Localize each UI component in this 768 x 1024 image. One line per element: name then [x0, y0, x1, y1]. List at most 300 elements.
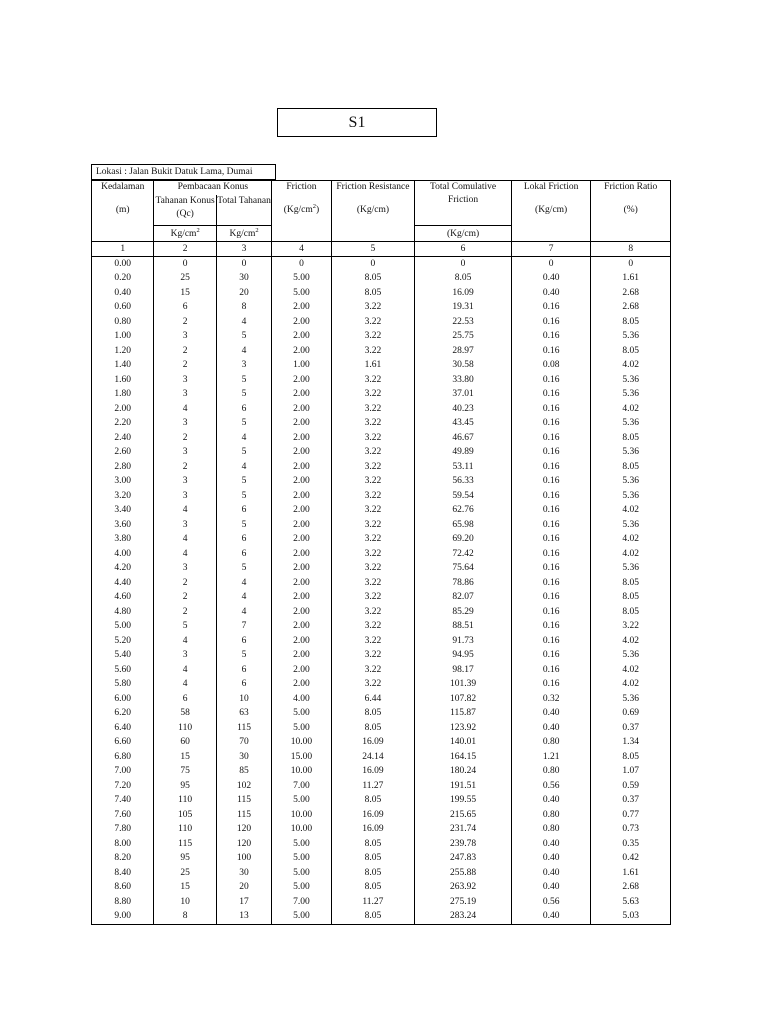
header-kg-cm2-total [216, 226, 271, 242]
table-cell: 3 [154, 417, 216, 432]
table-cell: 8.05 [331, 286, 415, 301]
table-cell: 3 [154, 446, 216, 461]
table-cell: 16.09 [415, 286, 512, 301]
table-cell: 7.00 [272, 895, 331, 910]
table-cell: 1.34 [591, 736, 671, 751]
table-cell: 0.16 [511, 649, 591, 664]
table-cell: 8.05 [331, 852, 415, 867]
table-cell: 5 [216, 489, 271, 504]
header-total-cumulative-text: Total Comulative Friction [429, 182, 497, 205]
table-cell: 0.16 [511, 330, 591, 345]
table-row [92, 257, 671, 272]
table-cell: 8.05 [331, 721, 415, 736]
table-cell: 1.61 [591, 866, 671, 881]
table-cell: 3.22 [331, 678, 415, 693]
table-cell: 3.22 [331, 562, 415, 577]
table-cell: 60 [154, 736, 216, 751]
table-cell: 4.02 [591, 504, 671, 519]
table-cell: 2 [154, 344, 216, 359]
table-row [92, 460, 671, 475]
table-cell: 94.95 [415, 649, 512, 664]
table-cell: 15.00 [272, 750, 331, 765]
table-cell: 6 [216, 634, 271, 649]
table-cell: 5.40 [92, 649, 154, 664]
column-number: 8 [591, 242, 671, 257]
header-blank-7 [591, 226, 671, 242]
table-cell: 2.00 [272, 330, 331, 345]
table-cell: 0.80 [511, 823, 591, 838]
table-cell: 110 [154, 794, 216, 809]
table-cell: 10 [154, 895, 216, 910]
table-cell: 3 [154, 475, 216, 490]
table-cell: 8.05 [331, 910, 415, 925]
table-cell: 0 [331, 257, 415, 272]
table-cell: 8.05 [331, 272, 415, 287]
table-cell: 5.36 [591, 475, 671, 490]
header-friction: Friction [272, 181, 331, 196]
table-cell: 2.60 [92, 446, 154, 461]
table-cell: 53.11 [415, 460, 512, 475]
column-number: 7 [511, 242, 591, 257]
table-cell: 58 [154, 707, 216, 722]
table-cell: 2 [154, 591, 216, 606]
table-cell: 7.80 [92, 823, 154, 838]
table-cell: 3.22 [331, 591, 415, 606]
table-cell: 6 [216, 402, 271, 417]
table-cell: 15 [154, 286, 216, 301]
table-cell: 4.60 [92, 591, 154, 606]
header-blank-0 [92, 226, 154, 242]
table-cell: 2.00 [272, 417, 331, 432]
table-cell: 4 [216, 344, 271, 359]
table-cell: 3.22 [331, 475, 415, 490]
table-cell: 5 [216, 518, 271, 533]
table-cell: 2.00 [272, 649, 331, 664]
table-cell: 0.16 [511, 591, 591, 606]
table-cell: 8.05 [591, 591, 671, 606]
table-cell: 0.37 [591, 794, 671, 809]
table-row [92, 663, 671, 678]
table-cell: 102 [216, 779, 271, 794]
table-cell: 0.16 [511, 634, 591, 649]
table-cell: 0.16 [511, 373, 591, 388]
table-cell: 82.07 [415, 591, 512, 606]
table-cell: 8.05 [331, 794, 415, 809]
table-cell: 1.21 [511, 750, 591, 765]
table-cell: 2.00 [272, 315, 331, 330]
column-number: 5 [331, 242, 415, 257]
table-cell: 2.00 [272, 591, 331, 606]
table-row [92, 373, 671, 388]
table-cell: 6.60 [92, 736, 154, 751]
table-cell: 0 [216, 257, 271, 272]
table-cell: 78.86 [415, 576, 512, 591]
table-cell: 40.23 [415, 402, 512, 417]
table-cell: 30 [216, 750, 271, 765]
table-cell: 4 [216, 576, 271, 591]
table-cell: 0.16 [511, 678, 591, 693]
table-cell: 5.00 [272, 272, 331, 287]
table-cell: 3.22 [331, 576, 415, 591]
table-cell: 2.00 [272, 518, 331, 533]
column-number: 6 [415, 242, 512, 257]
table-cell: 5.36 [591, 562, 671, 577]
table-cell: 1.80 [92, 388, 154, 403]
table-row [92, 605, 671, 620]
table-cell: 6 [216, 533, 271, 548]
table-cell: 0.40 [511, 286, 591, 301]
table-row [92, 765, 671, 780]
table-cell: 16.09 [331, 765, 415, 780]
table-cell: 239.78 [415, 837, 512, 852]
table-cell: 0.16 [511, 315, 591, 330]
table-cell: 6 [216, 678, 271, 693]
table-cell: 6.20 [92, 707, 154, 722]
table-cell: 0.16 [511, 402, 591, 417]
table-cell: 5.00 [272, 707, 331, 722]
table-cell: 3.22 [331, 417, 415, 432]
table-cell: 5.00 [272, 852, 331, 867]
table-cell: 0.80 [511, 736, 591, 751]
table-row [92, 852, 671, 867]
table-cell: 85 [216, 765, 271, 780]
table-cell: 2.00 [272, 431, 331, 446]
table-cell: 8.20 [92, 852, 154, 867]
table-cell: 8.00 [92, 837, 154, 852]
table-cell: 1.00 [272, 359, 331, 374]
table-cell: 4.00 [272, 692, 331, 707]
table-row [92, 518, 671, 533]
table-cell: 1.61 [331, 359, 415, 374]
table-cell: 2 [154, 576, 216, 591]
table-cell: 0.20 [92, 272, 154, 287]
table-cell: 3.20 [92, 489, 154, 504]
table-cell: 2.00 [272, 446, 331, 461]
table-row [92, 562, 671, 577]
table-cell: 2 [154, 359, 216, 374]
table-cell: 3.22 [331, 460, 415, 475]
table-cell: 0 [415, 257, 512, 272]
table-row [92, 736, 671, 751]
table-cell: 0.16 [511, 460, 591, 475]
table-cell: 0 [272, 257, 331, 272]
table-cell: 5 [216, 475, 271, 490]
table-cell: 2.00 [272, 475, 331, 490]
table-cell: 215.65 [415, 808, 512, 823]
table-cell: 0.32 [511, 692, 591, 707]
table-cell: 25 [154, 866, 216, 881]
table-cell: 2.00 [272, 301, 331, 316]
column-number-row [92, 242, 671, 257]
header-kedalaman-unit: (m) [92, 195, 154, 226]
table-cell: 0.37 [591, 721, 671, 736]
table-cell: 3.22 [331, 547, 415, 562]
table-row [92, 620, 671, 635]
table-cell: 7.60 [92, 808, 154, 823]
table-cell: 8.05 [331, 707, 415, 722]
table-cell: 4.20 [92, 562, 154, 577]
table-row [92, 533, 671, 548]
table-cell: 5.00 [272, 910, 331, 925]
table-cell: 2.00 [272, 460, 331, 475]
table-cell: 3 [154, 330, 216, 345]
table-cell: 5.60 [92, 663, 154, 678]
table-cell: 0 [154, 257, 216, 272]
table-cell: 5.36 [591, 489, 671, 504]
table-cell: 85.29 [415, 605, 512, 620]
table-cell: 5 [216, 446, 271, 461]
table-cell: 2.68 [591, 301, 671, 316]
header-blank-6 [511, 226, 591, 242]
table-cell: 75 [154, 765, 216, 780]
table-cell: 4 [216, 460, 271, 475]
table-cell: 5.00 [272, 286, 331, 301]
table-cell: 255.88 [415, 866, 512, 881]
table-cell: 6.44 [331, 692, 415, 707]
table-row [92, 301, 671, 316]
table-cell: 6 [216, 504, 271, 519]
table-cell: 3.22 [331, 489, 415, 504]
table-cell: 1.40 [92, 359, 154, 374]
table-row [92, 417, 671, 432]
table-cell: 3.00 [92, 475, 154, 490]
table-cell: 4 [216, 591, 271, 606]
table-row [92, 576, 671, 591]
table-cell: 70 [216, 736, 271, 751]
table-cell: 0.42 [591, 852, 671, 867]
table-cell: 2.00 [272, 562, 331, 577]
table-cell: 2.40 [92, 431, 154, 446]
table-cell: 8.05 [591, 576, 671, 591]
table-cell: 19.31 [415, 301, 512, 316]
table-row [92, 750, 671, 765]
table-cell: 0.56 [511, 895, 591, 910]
header-friction-unit [272, 195, 331, 226]
table-cell: 17 [216, 895, 271, 910]
table-cell: 4.40 [92, 576, 154, 591]
table-cell: 10.00 [272, 765, 331, 780]
table-cell: 3.22 [331, 446, 415, 461]
table-cell: 3.22 [331, 402, 415, 417]
table-cell: 5.80 [92, 678, 154, 693]
page-title: S1 [277, 108, 437, 137]
table-cell: 10.00 [272, 736, 331, 751]
table-row [92, 504, 671, 519]
sondir-data-table [91, 180, 671, 925]
table-row [92, 866, 671, 881]
table-cell: 2.00 [272, 344, 331, 359]
table-cell: 5.00 [272, 721, 331, 736]
table-row [92, 315, 671, 330]
table-cell: 8.60 [92, 881, 154, 896]
table-cell: 0.40 [511, 272, 591, 287]
table-cell: 6 [216, 663, 271, 678]
table-cell: 3.60 [92, 518, 154, 533]
table-cell: 2.00 [272, 504, 331, 519]
table-cell: 8.80 [92, 895, 154, 910]
table-cell: 283.24 [415, 910, 512, 925]
table-cell: 4 [154, 504, 216, 519]
table-cell: 2.00 [272, 678, 331, 693]
table-cell: 75.64 [415, 562, 512, 577]
table-cell: 3.22 [331, 373, 415, 388]
table-cell: 3 [154, 373, 216, 388]
table-cell: 8.05 [591, 750, 671, 765]
table-cell: 0.40 [511, 910, 591, 925]
table-cell: 275.19 [415, 895, 512, 910]
table-cell: 8.40 [92, 866, 154, 881]
table-cell: 0.69 [591, 707, 671, 722]
table-cell: 0.40 [511, 794, 591, 809]
table-cell: 6 [154, 692, 216, 707]
table-cell: 8.05 [331, 837, 415, 852]
table-cell: 4.02 [591, 402, 671, 417]
table-cell: 115 [216, 721, 271, 736]
table-cell: 10.00 [272, 808, 331, 823]
table-cell: 120 [216, 823, 271, 838]
table-cell: 0.16 [511, 489, 591, 504]
table-row [92, 881, 671, 896]
header-lokal-friction: Lokal Friction [511, 181, 591, 196]
table-cell: 164.15 [415, 750, 512, 765]
table-cell: 3 [216, 359, 271, 374]
table-cell: 4.80 [92, 605, 154, 620]
table-cell: 2.00 [272, 620, 331, 635]
table-cell: 0.08 [511, 359, 591, 374]
table-cell: 4.02 [591, 359, 671, 374]
table-cell: 5 [216, 373, 271, 388]
table-cell: 7 [216, 620, 271, 635]
table-cell: 4 [154, 533, 216, 548]
table-cell: 8.05 [591, 605, 671, 620]
table-cell: 37.01 [415, 388, 512, 403]
table-cell: 30 [216, 272, 271, 287]
table-cell: 0.16 [511, 620, 591, 635]
table-cell: 2.80 [92, 460, 154, 475]
table-cell: 2.00 [92, 402, 154, 417]
table-cell: 3.22 [331, 533, 415, 548]
table-cell: 2.68 [591, 286, 671, 301]
table-cell: 1.60 [92, 373, 154, 388]
table-cell: 4 [154, 402, 216, 417]
table-cell: 69.20 [415, 533, 512, 548]
table-cell: 91.73 [415, 634, 512, 649]
table-cell: 5.00 [272, 794, 331, 809]
table-cell: 5.36 [591, 446, 671, 461]
table-cell: 88.51 [415, 620, 512, 635]
table-cell: 24.14 [331, 750, 415, 765]
header-blank-4 [331, 226, 415, 242]
kg-cm2-qc-text: Kg/cm [170, 228, 197, 239]
table-cell: 2.68 [591, 881, 671, 896]
table-cell: 0.16 [511, 504, 591, 519]
table-cell: 4 [216, 315, 271, 330]
table-cell: 0 [511, 257, 591, 272]
column-number: 4 [272, 242, 331, 257]
table-cell: 8.05 [331, 866, 415, 881]
table-cell: 1.61 [591, 272, 671, 287]
table-cell: 0.16 [511, 533, 591, 548]
table-cell: 30 [216, 866, 271, 881]
table-cell: 2 [154, 605, 216, 620]
table-cell: 123.92 [415, 721, 512, 736]
table-cell: 0.80 [511, 765, 591, 780]
table-row [92, 431, 671, 446]
table-cell: 0.56 [511, 779, 591, 794]
table-cell: 4.00 [92, 547, 154, 562]
table-cell: 3 [154, 388, 216, 403]
table-cell: 2.00 [272, 576, 331, 591]
table-cell: 1.20 [92, 344, 154, 359]
table-cell: 7.20 [92, 779, 154, 794]
header-total-tahanan: Total Tahanan [216, 195, 271, 226]
table-cell: 0.40 [511, 852, 591, 867]
location-label: Lokasi : Jalan Bukit Datuk Lama, Dumai [91, 164, 276, 180]
table-cell: 107.82 [415, 692, 512, 707]
table-cell: 0.40 [511, 721, 591, 736]
table-row [92, 388, 671, 403]
table-cell: 0.40 [511, 866, 591, 881]
table-cell: 3.22 [591, 620, 671, 635]
table-cell: 0.16 [511, 547, 591, 562]
table-row [92, 591, 671, 606]
table-cell: 8.05 [591, 315, 671, 330]
table-cell: 5.20 [92, 634, 154, 649]
table-row [92, 678, 671, 693]
header-total-cumulative [415, 181, 512, 226]
table-cell: 3.22 [331, 301, 415, 316]
table-cell: 9.00 [92, 910, 154, 925]
header-friction-ratio-unit: (%) [591, 195, 671, 226]
table-cell: 110 [154, 823, 216, 838]
table-cell: 2.00 [272, 547, 331, 562]
table-cell: 3.22 [331, 344, 415, 359]
table-cell: 180.24 [415, 765, 512, 780]
header-total-cumulative-unit: (Kg/cm) [415, 226, 512, 242]
table-cell: 7.40 [92, 794, 154, 809]
table-cell: 8.05 [591, 431, 671, 446]
table-cell: 0.80 [92, 315, 154, 330]
header-pembacaan-konus: Pembacaan Konus [154, 181, 272, 196]
table-cell: 8 [216, 301, 271, 316]
table-cell: 2.00 [272, 402, 331, 417]
table-cell: 5.36 [591, 388, 671, 403]
table-cell: 28.97 [415, 344, 512, 359]
table-cell: 6 [154, 301, 216, 316]
table-cell: 25 [154, 272, 216, 287]
table-cell: 3.22 [331, 431, 415, 446]
table-cell: 0.00 [92, 257, 154, 272]
table-cell: 0 [591, 257, 671, 272]
table-cell: 8.05 [591, 460, 671, 475]
table-row [92, 692, 671, 707]
table-cell: 8.05 [331, 881, 415, 896]
table-row [92, 895, 671, 910]
table-cell: 140.01 [415, 736, 512, 751]
table-row [92, 649, 671, 664]
table-cell: 33.80 [415, 373, 512, 388]
table-cell: 5.00 [272, 837, 331, 852]
table-cell: 263.92 [415, 881, 512, 896]
table-cell: 2 [154, 315, 216, 330]
table-cell: 1.00 [92, 330, 154, 345]
table-cell: 3.80 [92, 533, 154, 548]
table-cell: 5 [216, 388, 271, 403]
table-cell: 20 [216, 881, 271, 896]
table-cell: 46.67 [415, 431, 512, 446]
table-cell: 6.80 [92, 750, 154, 765]
table-cell: 0.16 [511, 388, 591, 403]
